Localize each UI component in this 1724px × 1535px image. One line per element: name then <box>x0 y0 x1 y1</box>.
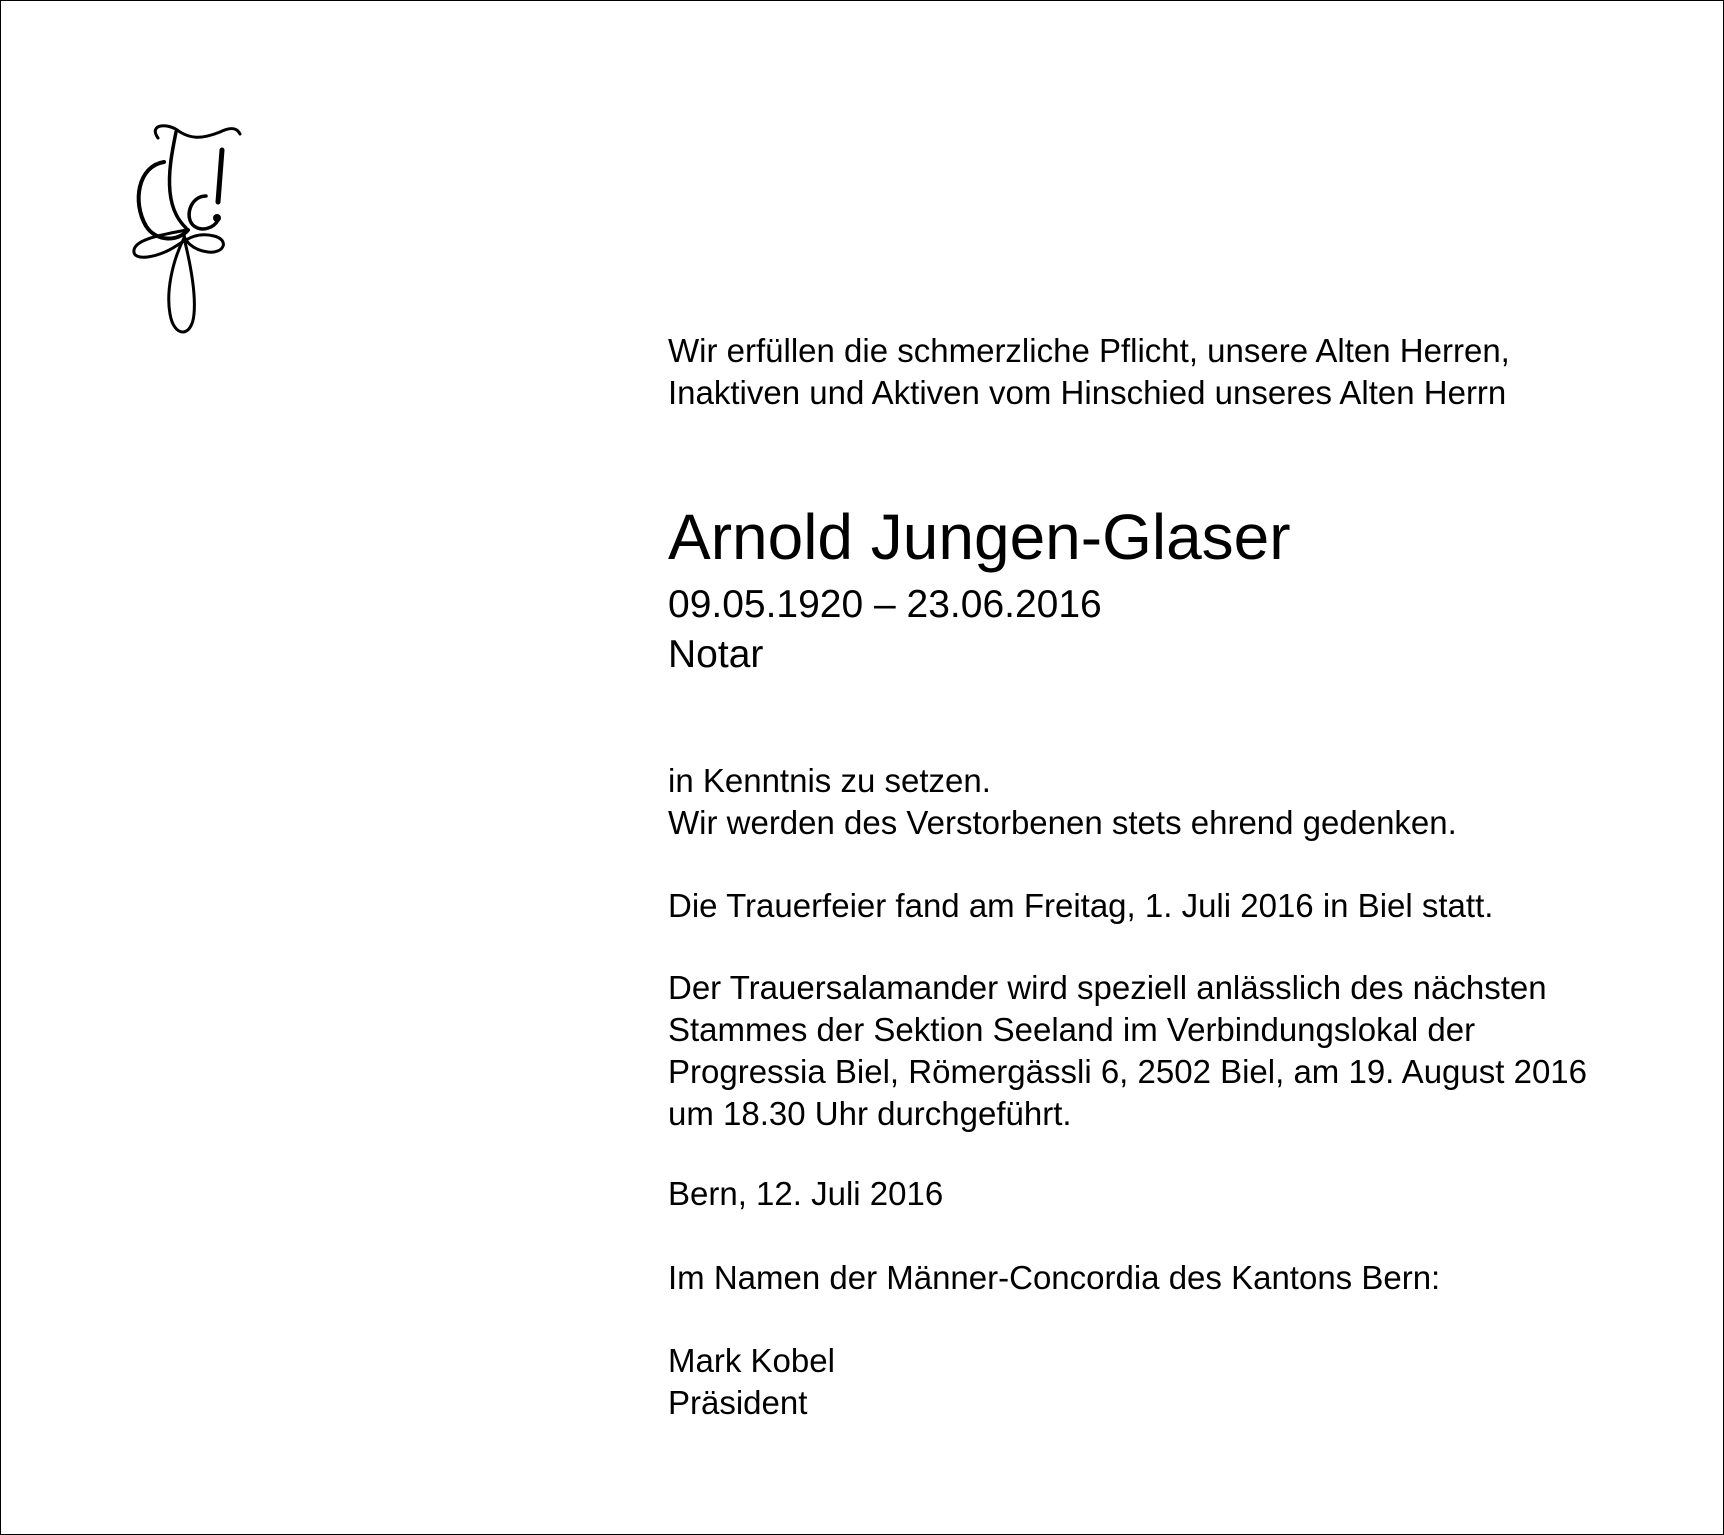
deceased-dates: 09.05.1920 – 23.06.2016 <box>668 583 1102 626</box>
salamander-line: Progressia Biel, Römergässli 6, 2502 Biel, am 19. August 2016 <box>668 1053 1588 1090</box>
signatory <box>668 1340 835 1424</box>
intro-line: Inaktiven und Aktiven vom Hinschied unseres Alten Herrn <box>668 374 1507 411</box>
fraternity-circle-monogram-icon <box>128 122 244 344</box>
ceremony-paragraph: Die Trauerfeier fand am Freitag, 1. Juli 2016 in Biel statt. <box>668 887 1494 924</box>
signatory-name: Mark Kobel <box>668 1342 835 1379</box>
notice-line: in Kenntnis zu setzen. <box>668 762 991 799</box>
salamander-line: Stammes der Sektion Seeland im Verbindungslokal der <box>668 1011 1476 1048</box>
salamander-paragraph <box>668 967 1587 1135</box>
signatory-title: Präsident <box>668 1384 808 1421</box>
salamander-line: Der Trauersalamander wird speziell anlässlich des nächsten <box>668 969 1547 1006</box>
deceased-name: Arnold Jungen-Glaser <box>668 501 1291 573</box>
on-behalf-line: Im Namen der Männer-Concordia des Kantons Bern: <box>668 1259 1441 1296</box>
notice-line: Wir werden des Verstorbenen stets ehrend gedenken. <box>668 804 1457 841</box>
place-date: Bern, 12. Juli 2016 <box>668 1175 944 1212</box>
intro-paragraph <box>668 330 1510 414</box>
deceased-profession: Notar <box>668 633 764 676</box>
salamander-line: um 18.30 Uhr durchgeführt. <box>668 1095 1072 1132</box>
intro-line: Wir erfüllen die schmerzliche Pflicht, unsere Alten Herren, <box>668 332 1510 369</box>
notice-paragraph <box>668 760 1457 844</box>
